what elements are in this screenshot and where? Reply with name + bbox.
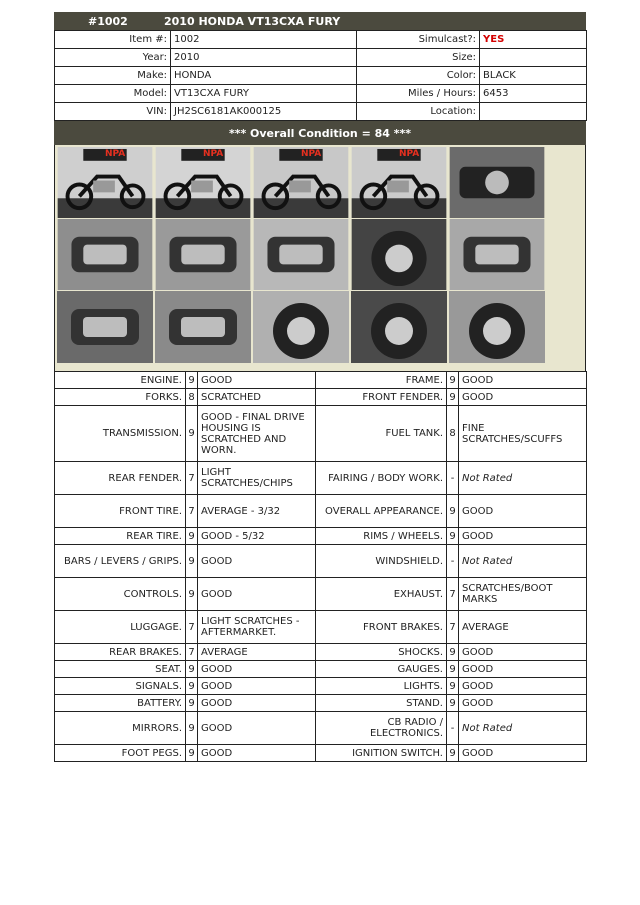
photo-engine-left xyxy=(57,219,153,290)
condition-grade: 9 xyxy=(447,695,459,712)
photo-tank xyxy=(57,291,153,363)
condition-note: GOOD xyxy=(459,389,587,406)
condition-row xyxy=(55,644,587,661)
condition-item-label: BATTERY. xyxy=(55,695,186,712)
condition-item-label: ENGINE. xyxy=(55,372,186,389)
photo-exhaust xyxy=(155,291,251,363)
info-label: Size: xyxy=(357,49,480,67)
condition-item-label: FRONT TIRE. xyxy=(55,495,186,528)
npa-watermark: NPA xyxy=(105,149,126,159)
condition-table xyxy=(54,371,587,762)
photo-seat xyxy=(253,219,349,290)
condition-item-label: FOOT PEGS. xyxy=(55,745,186,762)
info-value: 2010 xyxy=(171,49,357,67)
condition-item-label: FAIRING / BODY WORK. xyxy=(316,462,447,495)
info-value xyxy=(480,103,587,121)
title-bar xyxy=(54,12,586,30)
info-label: VIN: xyxy=(55,103,171,121)
condition-row xyxy=(55,545,587,578)
condition-item-label: FRAME. xyxy=(316,372,447,389)
condition-item-label: STAND. xyxy=(316,695,447,712)
info-label: Miles / Hours: xyxy=(357,85,480,103)
condition-note: GOOD xyxy=(198,578,316,611)
condition-note: Not Rated xyxy=(459,545,587,578)
inspection-sheet xyxy=(54,12,586,762)
condition-grade: 7 xyxy=(186,644,198,661)
condition-grade: 9 xyxy=(447,528,459,545)
condition-note: GOOD xyxy=(198,372,316,389)
condition-note: AVERAGE - 3/32 xyxy=(198,495,316,528)
condition-item-label: SEAT. xyxy=(55,661,186,678)
condition-grade: 8 xyxy=(447,406,459,462)
condition-grade: - xyxy=(447,462,459,495)
condition-note: GOOD xyxy=(459,678,587,695)
condition-grade: 9 xyxy=(447,678,459,695)
condition-row xyxy=(55,528,587,545)
photo-gauges xyxy=(449,147,545,218)
photo-rear-tire xyxy=(351,219,447,290)
condition-note: GOOD xyxy=(459,495,587,528)
condition-grade: 7 xyxy=(447,578,459,611)
condition-note: LIGHT SCRATCHES/CHIPS xyxy=(198,462,316,495)
condition-grade: 9 xyxy=(186,545,198,578)
condition-note: GOOD xyxy=(198,661,316,678)
condition-row xyxy=(55,745,587,762)
condition-note: LIGHT SCRATCHES - AFTERMARKET. xyxy=(198,611,316,644)
photo-engine-right xyxy=(155,219,251,290)
condition-grade: 9 xyxy=(186,745,198,762)
info-row xyxy=(55,85,587,103)
info-row xyxy=(55,31,587,49)
condition-note: AVERAGE xyxy=(198,644,316,661)
condition-item-label: FUEL TANK. xyxy=(316,406,447,462)
overall-condition-bar xyxy=(54,121,586,145)
condition-item-label: RIMS / WHEELS. xyxy=(316,528,447,545)
condition-item-label: OVERALL APPEARANCE. xyxy=(316,495,447,528)
condition-grade: - xyxy=(447,712,459,745)
condition-grade: 7 xyxy=(186,462,198,495)
info-value: 1002 xyxy=(171,31,357,49)
condition-grade: 7 xyxy=(447,611,459,644)
condition-note: GOOD xyxy=(459,372,587,389)
info-value: VT13CXA FURY xyxy=(171,85,357,103)
condition-grade: - xyxy=(447,545,459,578)
info-label: Simulcast?: xyxy=(357,31,480,49)
npa-watermark: NPA xyxy=(203,149,224,159)
condition-grade: 9 xyxy=(186,372,198,389)
condition-item-label: SHOCKS. xyxy=(316,644,447,661)
condition-item-label: EXHAUST. xyxy=(316,578,447,611)
condition-item-label: LUGGAGE. xyxy=(55,611,186,644)
condition-row xyxy=(55,372,587,389)
condition-item-label: CONTROLS. xyxy=(55,578,186,611)
condition-row xyxy=(55,661,587,678)
condition-note: FINE SCRATCHES/SCUFFS xyxy=(459,406,587,462)
condition-grade: 8 xyxy=(186,389,198,406)
condition-grade: 9 xyxy=(186,406,198,462)
condition-note: GOOD xyxy=(459,661,587,678)
condition-grade: 9 xyxy=(447,389,459,406)
condition-grade: 9 xyxy=(186,678,198,695)
photo-seat-side xyxy=(449,219,545,290)
photo-left-side xyxy=(57,147,153,218)
info-label: Model: xyxy=(55,85,171,103)
info-label: Year: xyxy=(55,49,171,67)
info-row xyxy=(55,49,587,67)
condition-note: GOOD - FINAL DRIVE HOUSING IS SCRATCHED AND WORN. xyxy=(198,406,316,462)
condition-row xyxy=(55,462,587,495)
condition-item-label: WINDSHIELD. xyxy=(316,545,447,578)
condition-note: AVERAGE xyxy=(459,611,587,644)
condition-item-label: FRONT BRAKES. xyxy=(316,611,447,644)
condition-grade: 9 xyxy=(447,372,459,389)
condition-note: GOOD xyxy=(459,644,587,661)
photo-front-wheel xyxy=(253,291,349,363)
condition-item-label: REAR TIRE. xyxy=(55,528,186,545)
condition-grade: 9 xyxy=(447,495,459,528)
photo-front xyxy=(253,147,349,218)
condition-row xyxy=(55,406,587,462)
condition-item-label: LIGHTS. xyxy=(316,678,447,695)
condition-item-label: IGNITION SWITCH. xyxy=(316,745,447,762)
condition-note: SCRATCHES/BOOT MARKS xyxy=(459,578,587,611)
condition-row xyxy=(55,678,587,695)
condition-grade: 9 xyxy=(186,528,198,545)
condition-grade: 9 xyxy=(447,661,459,678)
condition-note: Not Rated xyxy=(459,462,587,495)
condition-item-label: FORKS. xyxy=(55,389,186,406)
condition-row xyxy=(55,695,587,712)
vehicle-title: 2010 HONDA VT13CXA FURY xyxy=(164,14,341,28)
info-value: JH2SC6181AK000125 xyxy=(171,103,357,121)
info-label: Item #: xyxy=(55,31,171,49)
info-value: YES xyxy=(480,31,587,49)
info-value: HONDA xyxy=(171,67,357,85)
info-value: 6453 xyxy=(480,85,587,103)
condition-grade: 9 xyxy=(447,644,459,661)
npa-watermark: NPA xyxy=(301,149,322,159)
condition-note: GOOD xyxy=(198,712,316,745)
photo-rear-brake xyxy=(449,291,545,363)
condition-grade: 9 xyxy=(186,578,198,611)
condition-grade: 9 xyxy=(186,712,198,745)
condition-note: GOOD xyxy=(459,695,587,712)
condition-note: SCRATCHED xyxy=(198,389,316,406)
info-value xyxy=(480,49,587,67)
condition-note: GOOD xyxy=(198,745,316,762)
overall-condition: *** Overall Condition = 84 *** xyxy=(228,126,412,140)
photo-rear-wheel xyxy=(351,291,447,363)
condition-item-label: TRANSMISSION. xyxy=(55,406,186,462)
condition-row xyxy=(55,611,587,644)
condition-row xyxy=(55,495,587,528)
condition-row xyxy=(55,389,587,406)
condition-item-label: MIRRORS. xyxy=(55,712,186,745)
info-row xyxy=(55,67,587,85)
condition-grade: 9 xyxy=(447,745,459,762)
condition-note: GOOD xyxy=(198,678,316,695)
info-row xyxy=(55,103,587,121)
npa-watermark: NPA xyxy=(399,149,420,159)
condition-item-label: BARS / LEVERS / GRIPS. xyxy=(55,545,186,578)
condition-note: GOOD xyxy=(459,528,587,545)
photo-rear xyxy=(351,147,447,218)
condition-item-label: REAR BRAKES. xyxy=(55,644,186,661)
condition-note: GOOD xyxy=(198,695,316,712)
info-value: BLACK xyxy=(480,67,587,85)
condition-note: Not Rated xyxy=(459,712,587,745)
info-label: Make: xyxy=(55,67,171,85)
photo-gallery xyxy=(54,145,586,371)
condition-row xyxy=(55,712,587,745)
condition-grade: 9 xyxy=(186,695,198,712)
condition-note: GOOD xyxy=(198,545,316,578)
condition-item-label: SIGNALS. xyxy=(55,678,186,695)
condition-item-label: GAUGES. xyxy=(316,661,447,678)
condition-row xyxy=(55,578,587,611)
condition-note: GOOD - 5/32 xyxy=(198,528,316,545)
info-label: Location: xyxy=(357,103,480,121)
condition-item-label: FRONT FENDER. xyxy=(316,389,447,406)
condition-item-label: REAR FENDER. xyxy=(55,462,186,495)
condition-grade: 7 xyxy=(186,495,198,528)
item-number-heading: #1002 xyxy=(88,14,128,28)
condition-item-label: CB RADIO / ELECTRONICS. xyxy=(316,712,447,745)
condition-note: GOOD xyxy=(459,745,587,762)
condition-grade: 7 xyxy=(186,611,198,644)
condition-grade: 9 xyxy=(186,661,198,678)
vehicle-info-table xyxy=(54,30,587,121)
info-label: Color: xyxy=(357,67,480,85)
photo-left-side-2 xyxy=(155,147,251,218)
